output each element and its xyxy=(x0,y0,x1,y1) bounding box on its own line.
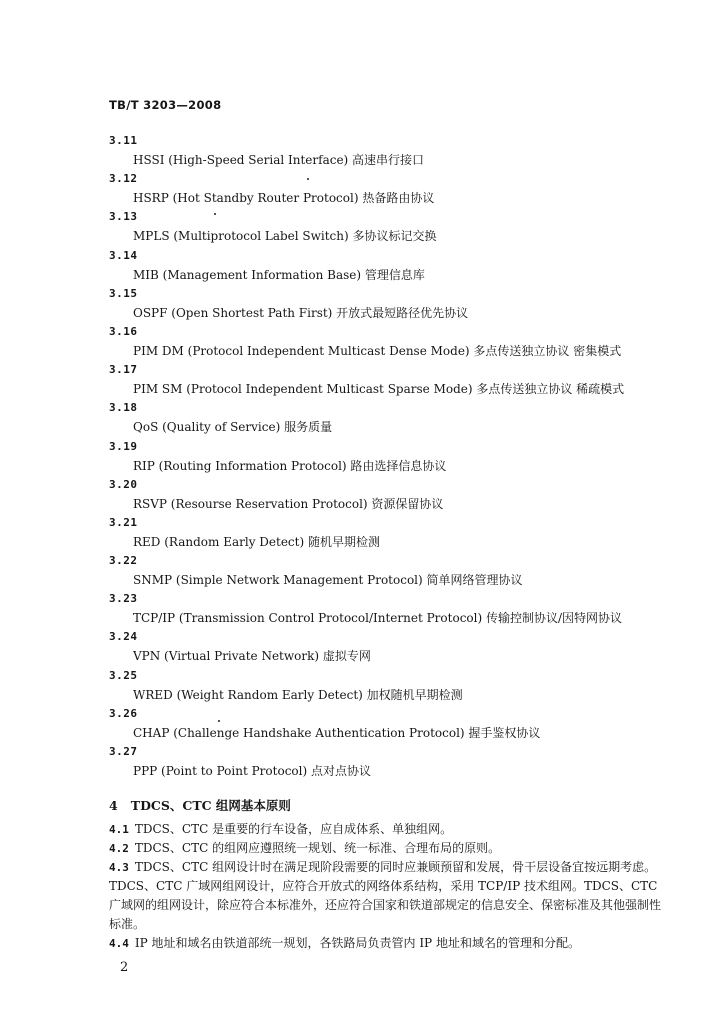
scan-speck xyxy=(218,720,220,722)
clauses-list xyxy=(109,820,667,953)
section-heading xyxy=(109,796,291,814)
term-entry xyxy=(0,359,720,397)
terms-list xyxy=(0,130,720,779)
term-definition: SNMP (Simple Network Management Protocol) 简单网络管理协议 xyxy=(133,573,523,588)
clause-paragraph xyxy=(109,839,667,858)
term-definition: PIM DM (Protocol Independent Multicast Dense Mode) 多点传送独立协议 密集模式 xyxy=(133,343,622,358)
clause-paragraph xyxy=(109,934,667,953)
term-entry xyxy=(0,283,720,321)
term-entry xyxy=(0,512,720,550)
term-entry xyxy=(0,665,720,703)
term-number: 3.27 xyxy=(109,745,138,758)
term-number: 3.12 xyxy=(109,172,138,186)
term-definition: HSRP (Hot Standby Router Protocol) 热备路由协议 xyxy=(133,191,435,206)
term-number: 3.21 xyxy=(109,515,138,529)
term-number: 3.25 xyxy=(109,668,138,682)
term-entry xyxy=(0,550,720,588)
clause-text: TDCS、CTC 的组网应遵照统一规划、统一标准、合理布局的原则。 xyxy=(134,841,501,855)
term-number: 3.20 xyxy=(109,477,138,491)
term-definition: WRED (Weight Random Early Detect) 加权随机早期检测 xyxy=(133,687,463,702)
term-entry xyxy=(0,436,720,474)
term-entry xyxy=(0,703,720,741)
term-number: 3.16 xyxy=(109,324,138,338)
term-number: 3.26 xyxy=(109,706,138,720)
clause-number: 4.2 xyxy=(109,842,129,855)
term-number: 3.19 xyxy=(109,439,138,453)
term-number: 3.11 xyxy=(109,134,138,147)
term-number: 3.17 xyxy=(109,363,138,377)
term-entry xyxy=(0,626,720,664)
term-definition: RED (Random Early Detect) 随机早期检测 xyxy=(133,534,380,549)
page-number: 2 xyxy=(120,960,129,975)
term-definition: PPP (Point to Point Protocol) 点对点协议 xyxy=(133,764,371,778)
term-definition: RIP (Routing Information Protocol) 路由选择信息协议 xyxy=(133,458,447,473)
term-number: 3.18 xyxy=(109,401,138,415)
clause-number: 4.4 xyxy=(109,937,129,950)
term-definition: QoS (Quality of Service) 服务质量 xyxy=(133,420,333,435)
clause-number: 4.3 xyxy=(109,861,129,874)
term-number: 3.15 xyxy=(109,286,138,300)
clause-paragraph xyxy=(109,820,667,839)
term-definition: PIM SM (Protocol Independent Multicast Sparse Mode) 多点传送独立协议 稀疏模式 xyxy=(133,382,625,397)
term-number: 3.13 xyxy=(109,210,138,224)
clause-paragraph xyxy=(109,858,667,934)
clause-text: IP 地址和域名由铁道部统一规划，各铁路局负责管内 IP 地址和域名的管理和分配。 xyxy=(134,936,580,950)
term-definition: CHAP (Challenge Handshake Authentication Protocol) 握手鉴权协议 xyxy=(133,725,541,740)
scan-speck xyxy=(214,213,216,215)
term-entry xyxy=(0,741,720,779)
term-definition: MPLS (Multiprotocol Label Switch) 多协议标记交换 xyxy=(133,229,437,244)
term-number: 3.23 xyxy=(109,592,138,606)
standard-code-header: TB/T 3203—2008 xyxy=(109,98,222,112)
section-title-text: TDCS、CTC 组网基本原则 xyxy=(130,798,291,813)
term-number: 3.14 xyxy=(109,248,138,262)
term-definition: TCP/IP (Transmission Control Protocol/Internet Protocol) 传输控制协议/因特网协议 xyxy=(133,611,623,626)
clause-number: 4.1 xyxy=(109,823,129,836)
scan-speck xyxy=(307,178,309,180)
clause-text: TDCS、CTC 组网设计时在满足现阶段需要的同时应兼顾预留和发展，骨干层设备宜按远期考虑。TDCS、CTC 广域网组网设计，应符合开放式的网络体系结构，采用 TCP/IP 技术组网。TDCS、CTC 广域网的组网设计，除应符合本标准外，还应符合国家和铁道部规定的信息安全、保密标准及其他强制性标准。 xyxy=(109,860,662,931)
term-entry xyxy=(0,245,720,283)
term-entry xyxy=(0,206,720,244)
term-definition: VPN (Virtual Private Network) 虚拟专网 xyxy=(133,649,371,664)
term-entry xyxy=(0,588,720,626)
term-number: 3.22 xyxy=(109,554,138,568)
term-definition: HSSI (High-Speed Serial Interface) 高速串行接口 xyxy=(133,153,425,167)
clause-text: TDCS、CTC 是重要的行车设备，应自成体系、单独组网。 xyxy=(134,822,453,836)
term-definition: MIB (Management Information Base) 管理信息库 xyxy=(133,267,425,282)
term-entry xyxy=(0,168,720,206)
term-entry xyxy=(0,397,720,435)
term-entry xyxy=(0,130,720,168)
section-number: 4 xyxy=(109,798,118,813)
term-entry xyxy=(0,474,720,512)
term-definition: OSPF (Open Shortest Path First) 开放式最短路径优先协议 xyxy=(133,305,469,320)
term-number: 3.24 xyxy=(109,630,138,644)
term-entry xyxy=(0,321,720,359)
term-definition: RSVP (Resourse Reservation Protocol) 资源保留协议 xyxy=(133,496,444,511)
